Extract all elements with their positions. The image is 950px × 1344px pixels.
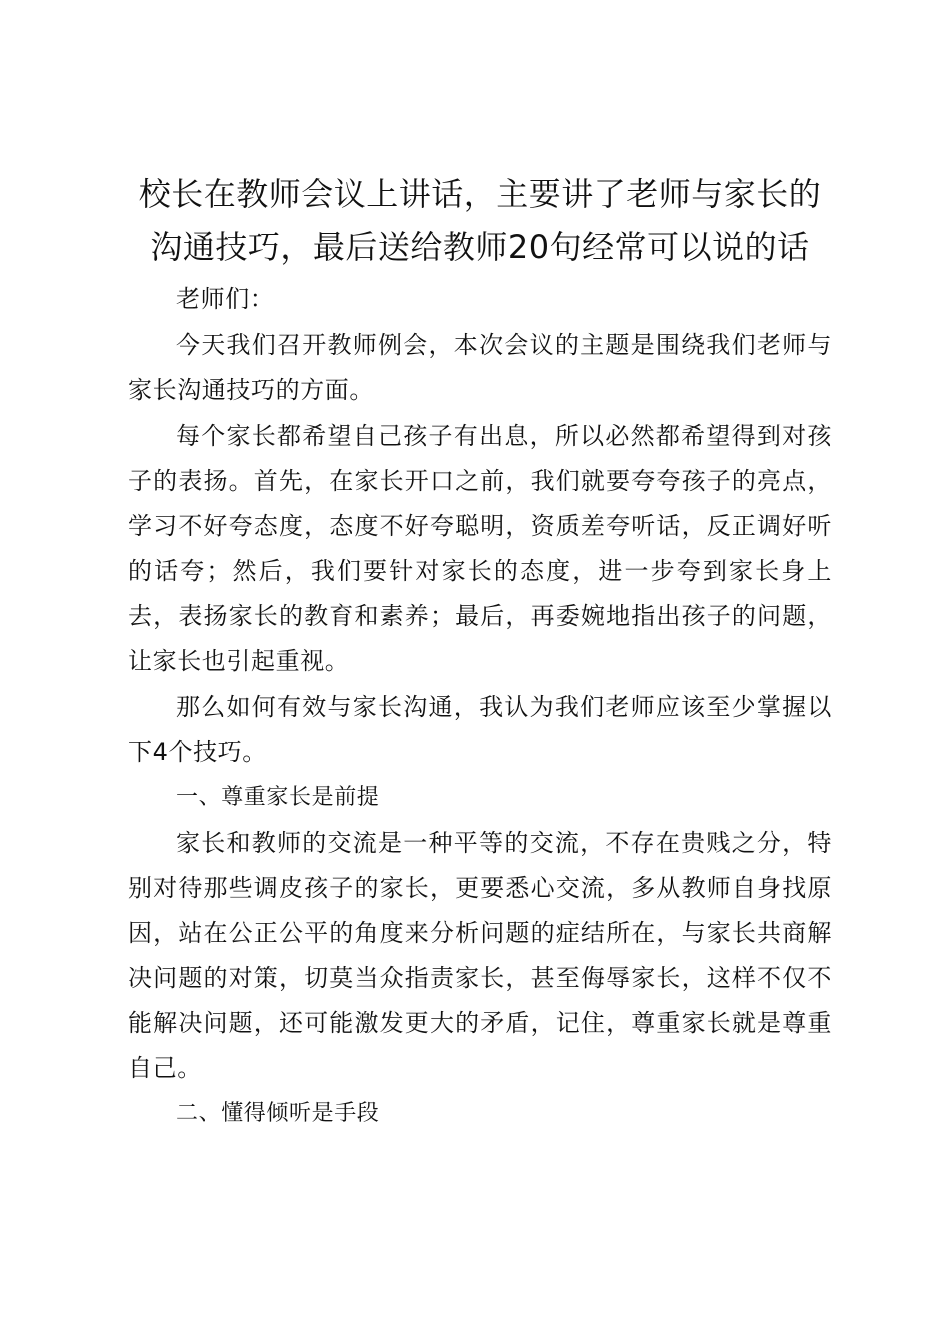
paragraph-intro: 今天我们召开教师例会，本次会议的主题是围绕我们老师与家长沟通技巧的方面。 [128, 331, 832, 404]
paragraph-skills: 那么如何有效与家长沟通，我认为我们老师应该至少掌握以下4个技巧。 [128, 693, 832, 766]
salutation: 老师们： [176, 285, 275, 313]
section-heading-respect: 一、尊重家长是前提 [176, 785, 380, 810]
document-body [128, 168, 832, 1136]
section-heading-listening: 二、懂得倾听是手段 [176, 1101, 380, 1126]
paragraph-praise: 每个家长都希望自己孩子有出息，所以必然都希望得到对孩子的表扬。首先，在家长开口之前，我们就要夸夸孩子的亮点，学习不好夸态度，态度不好夸聪明，资质差夸听话，反正调好听的话夸；然后，我们要针对家长的态度，进一步夸到家长身上去，表扬家长的教育和素养；最后，再委婉地指出孩子的问题，让家长也引起重视。 [128, 422, 832, 675]
paragraph-respect: 家长和教师的交流是一种平等的交流，不存在贵贱之分，特别对待那些调皮孩子的家长，更要悉心交流，多从教师自身找原因，站在公正公平的角度来分析问题的症结所在，与家长共商解决问题的对策，切莫当众指责家长，甚至侮辱家长，这样不仅不能解决问题，还可能激发更大的矛盾，记住，尊重家长就是尊重自己。 [128, 829, 832, 1082]
document-title: 校长在教师会议上讲话，主要讲了老师与家长的沟通技巧，最后送给教师20句经常可以说的话 [138, 175, 822, 266]
